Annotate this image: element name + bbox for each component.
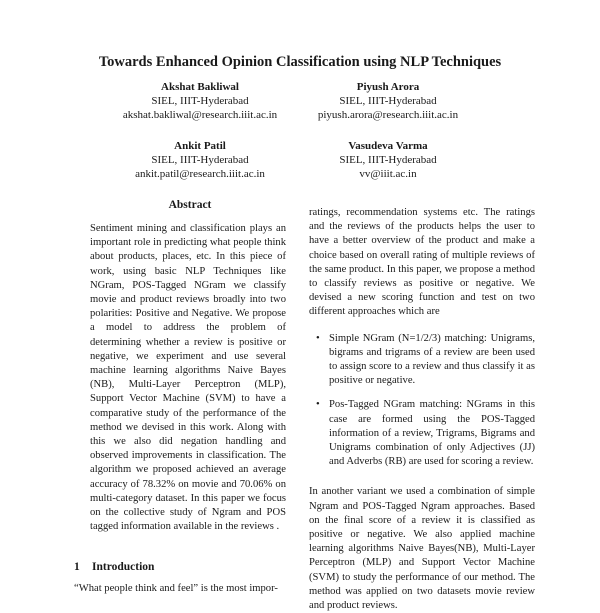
right-column: [309, 206, 535, 613]
paper-title: Towards Enhanced Opinion Classification using NLP Techniques: [98, 54, 502, 70]
author-name: Vasudeva Varma: [348, 140, 428, 152]
author-email: vv@iiit.ac.in: [359, 168, 417, 180]
author-block: [288, 139, 488, 181]
author-email: piyush.arora@research.iiit.ac.in: [317, 109, 459, 121]
introduction-text: “What people think and feel” is the most impor-: [74, 583, 278, 594]
author-block: [100, 80, 300, 122]
author-email: ankit.patil@research.iiit.ac.in: [135, 168, 265, 180]
list-item: [309, 398, 535, 469]
author-affiliation: SIEL, IIIT-Hyderabad: [339, 154, 437, 166]
author-email: akshat.bakliwal@research.iiit.ac.in: [122, 109, 278, 121]
author-affiliation: SIEL, IIIT-Hyderabad: [339, 95, 437, 107]
abstract-text: Sentiment mining and classification plays an important role in predicting what people think about products, places, etc. In this piece of work, using basic NLP Techniques like NGram, POS-Tagged NGram we classify movie and product reviews broadly into two polarities: Positive and Negative. We propose a model to address the problem of determining whether a review is positive or negative, we experiment and use several machine learning algorithms Naive Bayes (NB), Multi-Layer Perceptron (MLP), Support Vector Machine (SVM) to have a comparative study of the performance of the method we devised in this work. Along with this we also did negation handling and observed improvements in classification. The algorithm we proposed achieved an average accuracy of 78.32% on movie and 70.06% on multi-category dataset. In this paper we focus on the collective study of Ngram and POS tagged information available in the reviews .: [90, 223, 286, 533]
list-item-text: Simple NGram (N=1/2/3) matching: Unigrams, bigrams and trigrams of a review are been used to assign score to a review and thus classify it as positive or negative.: [329, 332, 535, 387]
approach-list: [309, 332, 535, 470]
list-item: [309, 332, 535, 389]
author-affiliation: SIEL, IIIT-Hyderabad: [151, 95, 249, 107]
bullet-icon: •: [316, 332, 320, 344]
author-name: Ankit Patil: [174, 140, 226, 152]
bullet-icon: •: [316, 399, 320, 411]
section-title: Introduction: [92, 561, 155, 573]
section-heading-introduction: [74, 561, 154, 573]
author-block: [288, 80, 488, 122]
author-affiliation: SIEL, IIIT-Hyderabad: [151, 154, 249, 166]
body-paragraph: ratings, recommendation systems etc. The ratings and the reviews of the products helps the user to have a better overview of the product and make a choice based on overall rating of multiple reviews of the same product. In this paper, we propose a method to classify reviews as positive or negative. We devised a new scoring function and test on two different approaches which are: [309, 207, 535, 318]
author-block: [100, 139, 300, 181]
author-name: Piyush Arora: [356, 81, 420, 93]
abstract-heading: Abstract: [168, 199, 212, 211]
body-paragraph: In another variant we used a combination of simple Ngram and POS-Tagged Ngram approaches. Based on the final score of a review it is classified as positive or negative. We also applied machine learning algorithms Naive Bayes(NB), Multi-Layer Perceptron (MLP) and Support Vector Machine (SVM) to study the performance of our method. The method was applied on two datasets movie review and product reviews.: [309, 486, 535, 612]
section-number: 1: [74, 561, 80, 573]
list-item-text: Pos-Tagged NGram matching: NGrams in this case are formed using the POS-Tagged information of a review, Trigrams, Bigrams and Unigrams combination of only Adjectives (JJ) and Adverbs (RB) are used for scoring a review.: [329, 399, 535, 468]
author-name: Akshat Bakliwal: [161, 81, 239, 93]
